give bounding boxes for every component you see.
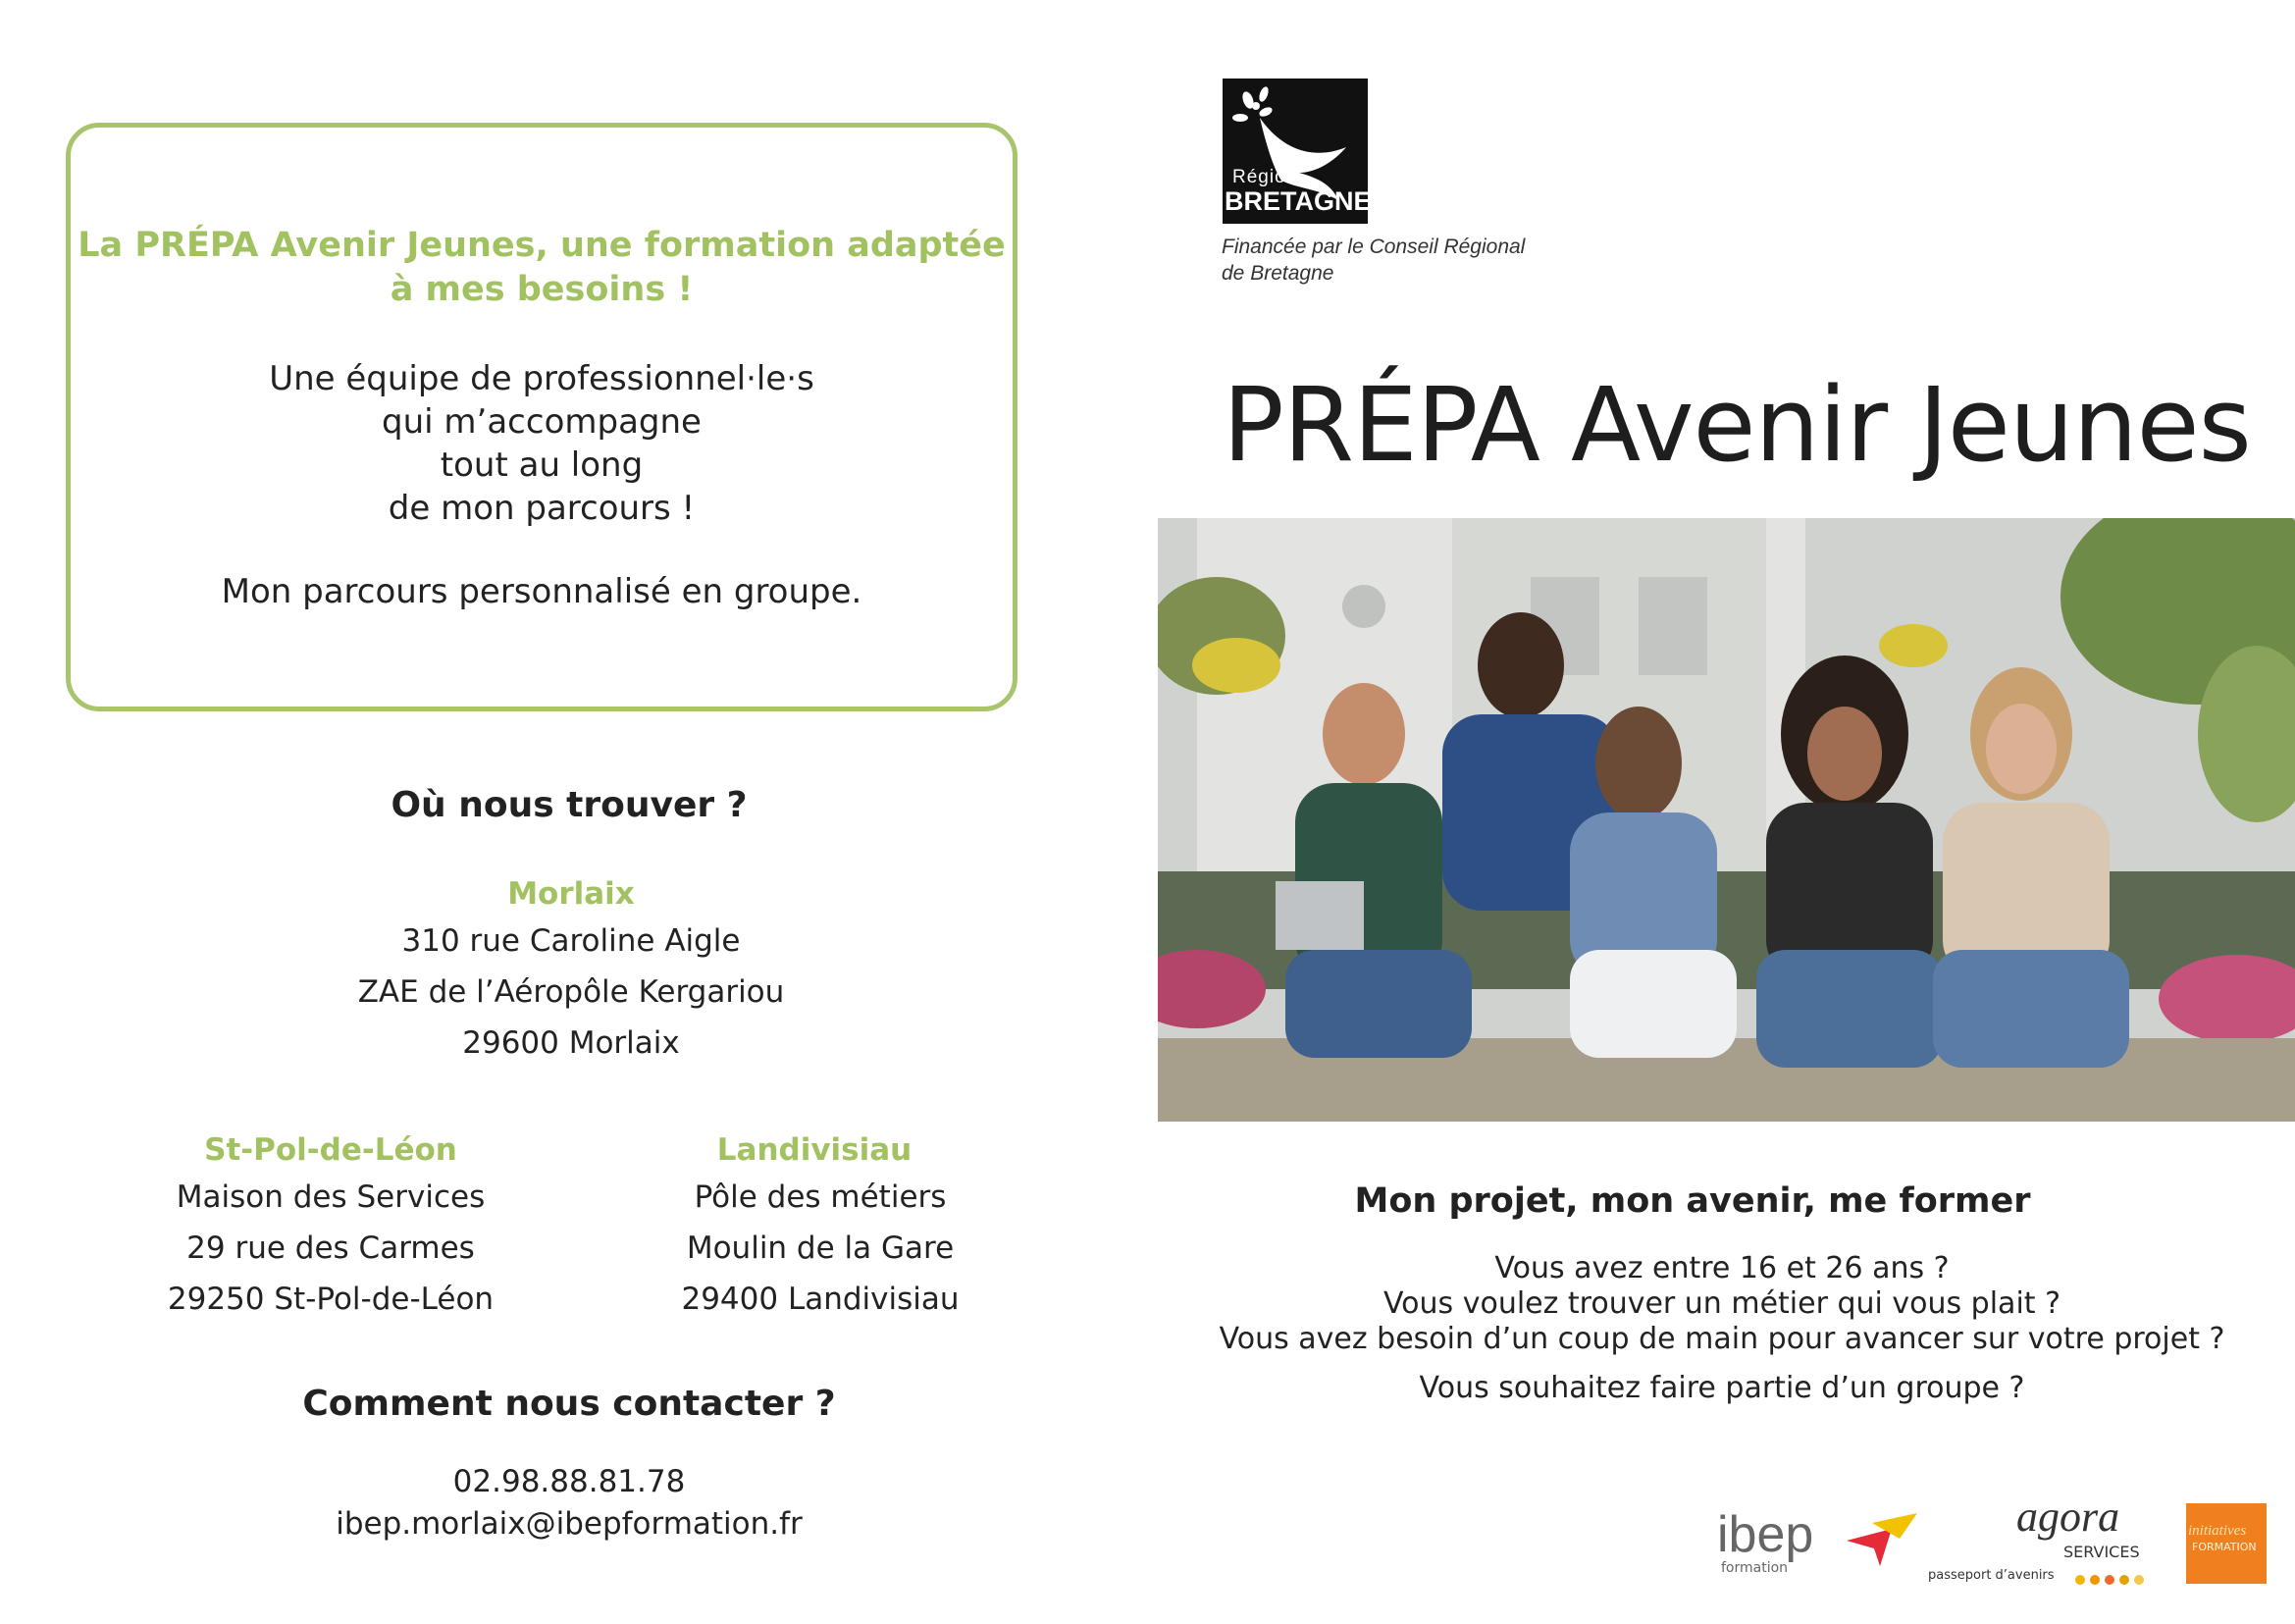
- promo-title: [66, 224, 1017, 312]
- landi-city: Landivisiau: [716, 1132, 913, 1168]
- agora-dots: [2075, 1570, 2144, 1589]
- morlaix-address-line: 310 rue Caroline Aigle: [401, 923, 741, 959]
- landi-block: [604, 1132, 1036, 1325]
- landi-address-line: 29400 Landivisiau: [681, 1282, 960, 1317]
- landi-address-line: Pôle des métiers: [694, 1179, 947, 1215]
- ibep-subtitle: formation: [1721, 1560, 1789, 1576]
- logo-word-region: Région: [1232, 167, 1298, 187]
- hero-photo: [1158, 518, 2295, 1122]
- tagline: Mon projet, mon avenir, me former: [1354, 1181, 2031, 1221]
- stpol-city: St-Pol-de-Léon: [204, 1132, 457, 1168]
- question-line: Vous avez entre 16 et 26 ans ?: [1494, 1251, 1950, 1285]
- contact-email[interactable]: ibep.morlaix@ibepformation.fr: [336, 1506, 803, 1542]
- promo-title-line2: à mes besoins !: [390, 270, 694, 309]
- team-line: de mon parcours !: [388, 489, 696, 528]
- region-bretagne-logo: [1223, 79, 1372, 224]
- main-title: PRÉPA Avenir Jeunes: [1223, 365, 2251, 485]
- landi-address-line: Moulin de la Gare: [686, 1231, 955, 1266]
- agora-subtitle: SERVICES: [2063, 1543, 2140, 1561]
- ibep-wordmark: ibep: [1717, 1506, 1814, 1563]
- team-line: Une équipe de professionnel·le·s: [269, 359, 814, 398]
- contact-block: [255, 1461, 883, 1545]
- promo-title-line1: La PRÉPA Avenir Jeunes, une formation adaptée: [78, 226, 1006, 265]
- funding-line: Financée par le Conseil Régional: [1222, 236, 1526, 258]
- agora-logo: [1928, 1492, 2154, 1590]
- young-people-photo: [1158, 518, 2295, 1122]
- questions-block: [1207, 1251, 2237, 1406]
- logo-word-bretagne: BRETAGNE: [1225, 186, 1372, 216]
- initiatives-subtitle: FORMATION: [2192, 1541, 2257, 1553]
- question-line: Vous avez besoin d’un coup de main pour avancer sur votre projet ?: [1219, 1322, 2225, 1356]
- initiatives-wordmark: initiatives: [2188, 1523, 2247, 1539]
- contact-heading: Comment nous contacter ?: [302, 1384, 836, 1424]
- ibep-logo: [1717, 1505, 1923, 1584]
- stpol-block: [115, 1132, 547, 1325]
- parcours-text: Mon parcours personnalisé en groupe.: [221, 572, 862, 611]
- find-heading: Où nous trouver ?: [391, 785, 748, 825]
- stpol-address-line: 29 rue des Carmes: [186, 1231, 475, 1266]
- stpol-address-line: Maison des Services: [176, 1179, 486, 1215]
- agora-tagline: passeport d’avenirs: [1928, 1568, 2055, 1583]
- agora-wordmark: agora: [2016, 1493, 2120, 1541]
- funding-note: [1222, 234, 1525, 287]
- funding-line: de Bretagne: [1222, 262, 1334, 285]
- question-line: Vous souhaitez faire partie d’un groupe ?: [1419, 1371, 2025, 1405]
- stpol-address-line: 29250 St-Pol-de-Léon: [167, 1282, 495, 1317]
- team-text: [66, 357, 1017, 530]
- team-line: tout au long: [440, 445, 644, 485]
- initiatives-formation-logo: [2186, 1503, 2267, 1584]
- morlaix-block: [277, 876, 865, 1069]
- morlaix-city: Morlaix: [507, 876, 635, 912]
- ibep-swoosh-icon: [1843, 1511, 1921, 1570]
- morlaix-address-line: ZAE de l’Aéropôle Kergariou: [357, 974, 785, 1010]
- morlaix-address-line: 29600 Morlaix: [462, 1025, 680, 1061]
- question-line: Vous voulez trouver un métier qui vous plait ?: [1382, 1286, 2060, 1321]
- team-line: qui m’accompagne: [382, 402, 702, 442]
- contact-phone[interactable]: 02.98.88.81.78: [452, 1464, 686, 1499]
